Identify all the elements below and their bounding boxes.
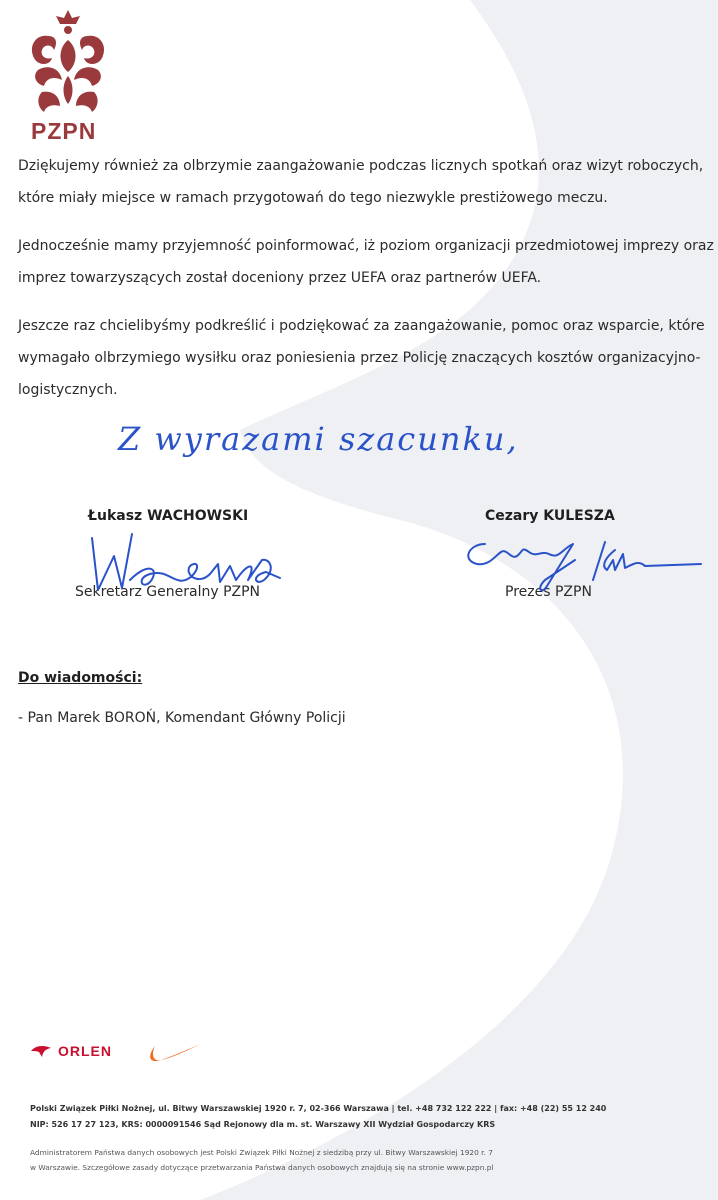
signatory-name-right: Cezary KULESZA bbox=[485, 508, 615, 524]
paragraph-recognition: Jednocześnie mamy przyjemność poinformować, iż poziom organizacji przedmiotowej imprezy oraz imprez towarzyszących został doceniony przez UEFA oraz partnerów UEFA. bbox=[18, 238, 714, 286]
footer-privacy-line-2: w Warszawie. Szczegółowe zasady dotyczące przetwarzania Państwa danych osobowych znajdują się na stronie www.pzpn.pl bbox=[30, 1163, 494, 1172]
orlen-logo bbox=[30, 1043, 112, 1059]
footer-registry: NIP: 526 17 27 123, KRS: 0000091546 Sąd Rejonowy dla m. st. Warszawy XII Wydział Gospodarczy KRS bbox=[30, 1120, 496, 1129]
notice-title: Do wiadomości: bbox=[18, 670, 143, 686]
paragraph-gratitude: Jeszcze raz chcielibyśmy podkreślić i podziękować za zaangażowanie, pomoc oraz wsparcie, które wymagało olbrzymiego wysiłku oraz poniesienia przez Policję znaczących kosztów organizacyjno-logistycznych. bbox=[18, 318, 705, 398]
footer-privacy-line-1: Administratorem Państwa danych osobowych jest Polski Związek Piłki Nożnej z siedzibą przy ul. Bitwy Warszawskiej 1920 r. 7 bbox=[30, 1148, 493, 1157]
signature-left-icon bbox=[80, 520, 290, 600]
nike-swoosh-icon bbox=[145, 1040, 201, 1064]
signatory-name-left: Łukasz WACHOWSKI bbox=[88, 508, 249, 524]
signatory-role-right: Prezes PZPN bbox=[505, 584, 592, 600]
notice-recipient: - Pan Marek BOROŃ, Komendant Główny Policji bbox=[18, 710, 346, 726]
logo-text: PZPN bbox=[31, 118, 97, 144]
footer-address: Polski Związek Piłki Nożnej, ul. Bitwy Warszawskiej 1920 r. 7, 02-366 Warszawa | tel. +48 732 122 222 | fax: +48 (22) 55 12 240 bbox=[30, 1104, 607, 1113]
closing-text: Z wyrazami szacunku, bbox=[118, 420, 519, 458]
handwritten-closing bbox=[118, 420, 519, 458]
paragraph-thanks: Dziękujemy również za olbrzymie zaangażowanie podczas licznych spotkań oraz wizyt roboczych, które miały miejsce w ramach przygotowań do tego niezwykle prestiżowego meczu. bbox=[18, 158, 704, 206]
signature-right-icon bbox=[455, 530, 705, 600]
signatory-role-left: Sekretarz Generalny PZPN bbox=[75, 584, 261, 600]
orlen-wordmark: ORLEN bbox=[58, 1043, 112, 1059]
orlen-eagle-icon bbox=[30, 1043, 52, 1059]
